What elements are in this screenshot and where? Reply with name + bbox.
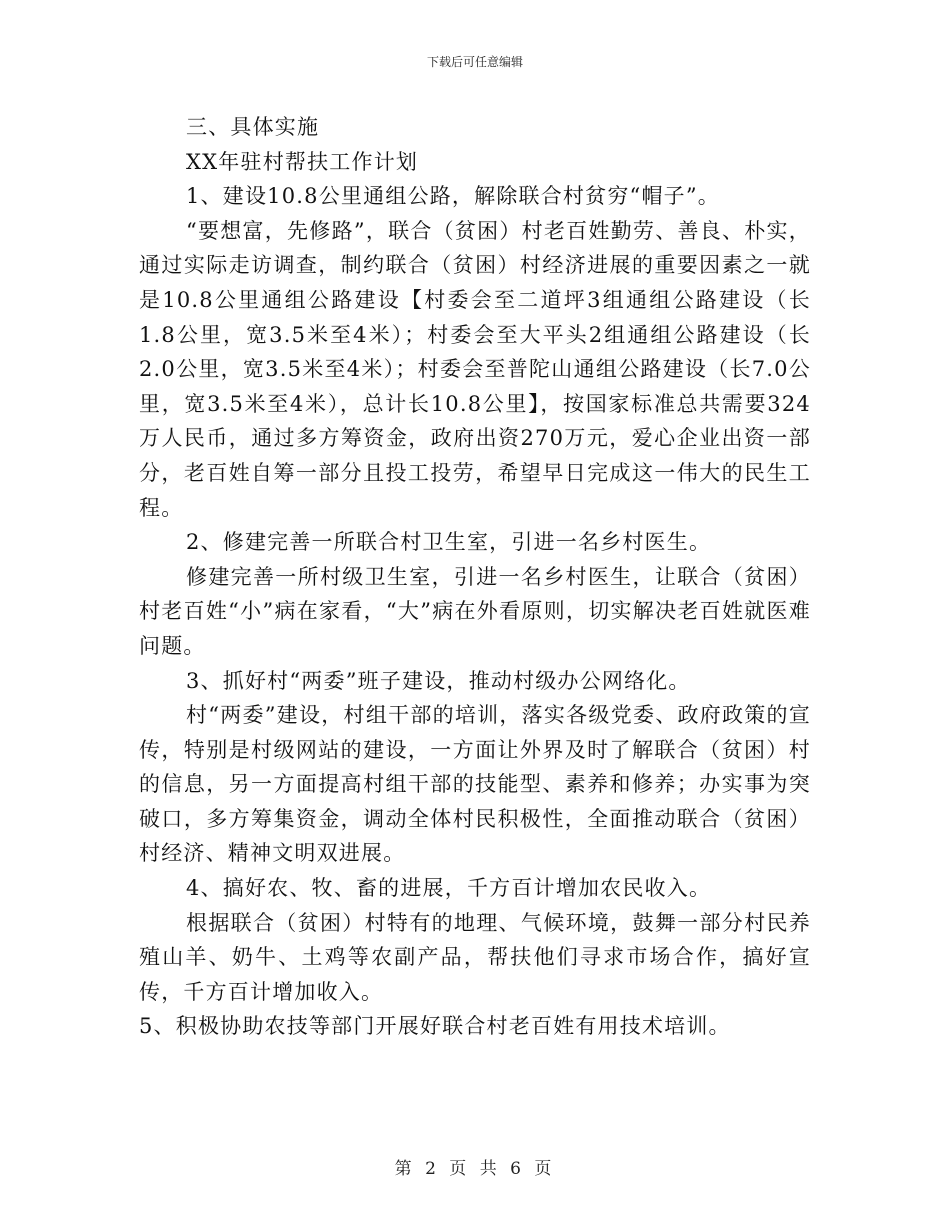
item-heading-1: 1、建设10.8公里通组公路，解除联合村贫穷“帽子”。 — [186, 184, 720, 209]
item-body-1: “要想富，先修路”，联合（贫困）村老百姓勤劳、善良、朴实，通过实际走访调查，制约联合（贫困）村经济进展的重要因素之一就是10.8公里通组公路建设【村委会至二道坪3组通组公路建设（长1.8公里，宽3.5米至4米）；村委会至大平头2组通组公路建设（长2.0公里，宽3.5米至4米）；村委会至普陀山通组公路建设（长7.0公里，宽3.5米至4米），总计长10.8公里】，按国家标准总共需要324万人民币，通过多方筹资金，政府出资270万元，爱心企业出资一部分，老百姓自筹一部分且投工投劳，希望早日完成这一伟大的民生工程。 — [139, 218, 811, 520]
page-footer: 第 2 页 共 6 页 — [394, 1159, 556, 1179]
item-heading-4: 4、搞好农、牧、畜的进展，千方百计增加农民收入。 — [186, 876, 712, 901]
document-body — [139, 110, 811, 1044]
plan-title: XX年驻村帮扶工作计划 — [186, 149, 419, 174]
section-heading: 三、具体实施 — [186, 115, 320, 139]
item-body-3: 村“两委”建设，村组干部的培训，落实各级党委、政府政策的宣传，特别是村级网站的建设，一方面让外界及时了解联合（贫困）村的信息，另一方面提高村组干部的技能型、素养和修养；办实事为突破口，多方筹集资金，调动全体村民积极性，全面推动联合（贫困）村经济、精神文明双进展。 — [139, 703, 811, 866]
item-heading-5: 5、积极协助农技等部门开展好联合村老百姓有用技术培训。 — [139, 1014, 731, 1039]
item-body-2: 修建完善一所村级卫生室，引进一名乡村医生，让联合（贫困）村老百姓“小”病在家看，“大”病在外看原则，切实解决老百姓就医难问题。 — [139, 564, 811, 658]
item-heading-2: 2、修建完善一所联合村卫生室，引进一名乡村医生。 — [186, 530, 712, 555]
page-header: 下载后可任意编辑 — [426, 55, 523, 69]
item-body-4: 根据联合（贫困）村特有的地理、气候环境，鼓舞一部分村民养殖山羊、奶牛、土鸡等农副产品，帮扶他们寻求市场合作，搞好宣传，千方百计增加收入。 — [139, 910, 811, 1004]
item-heading-3: 3、抓好村“两委”班子建设，推动村级办公网络化。 — [186, 668, 691, 693]
